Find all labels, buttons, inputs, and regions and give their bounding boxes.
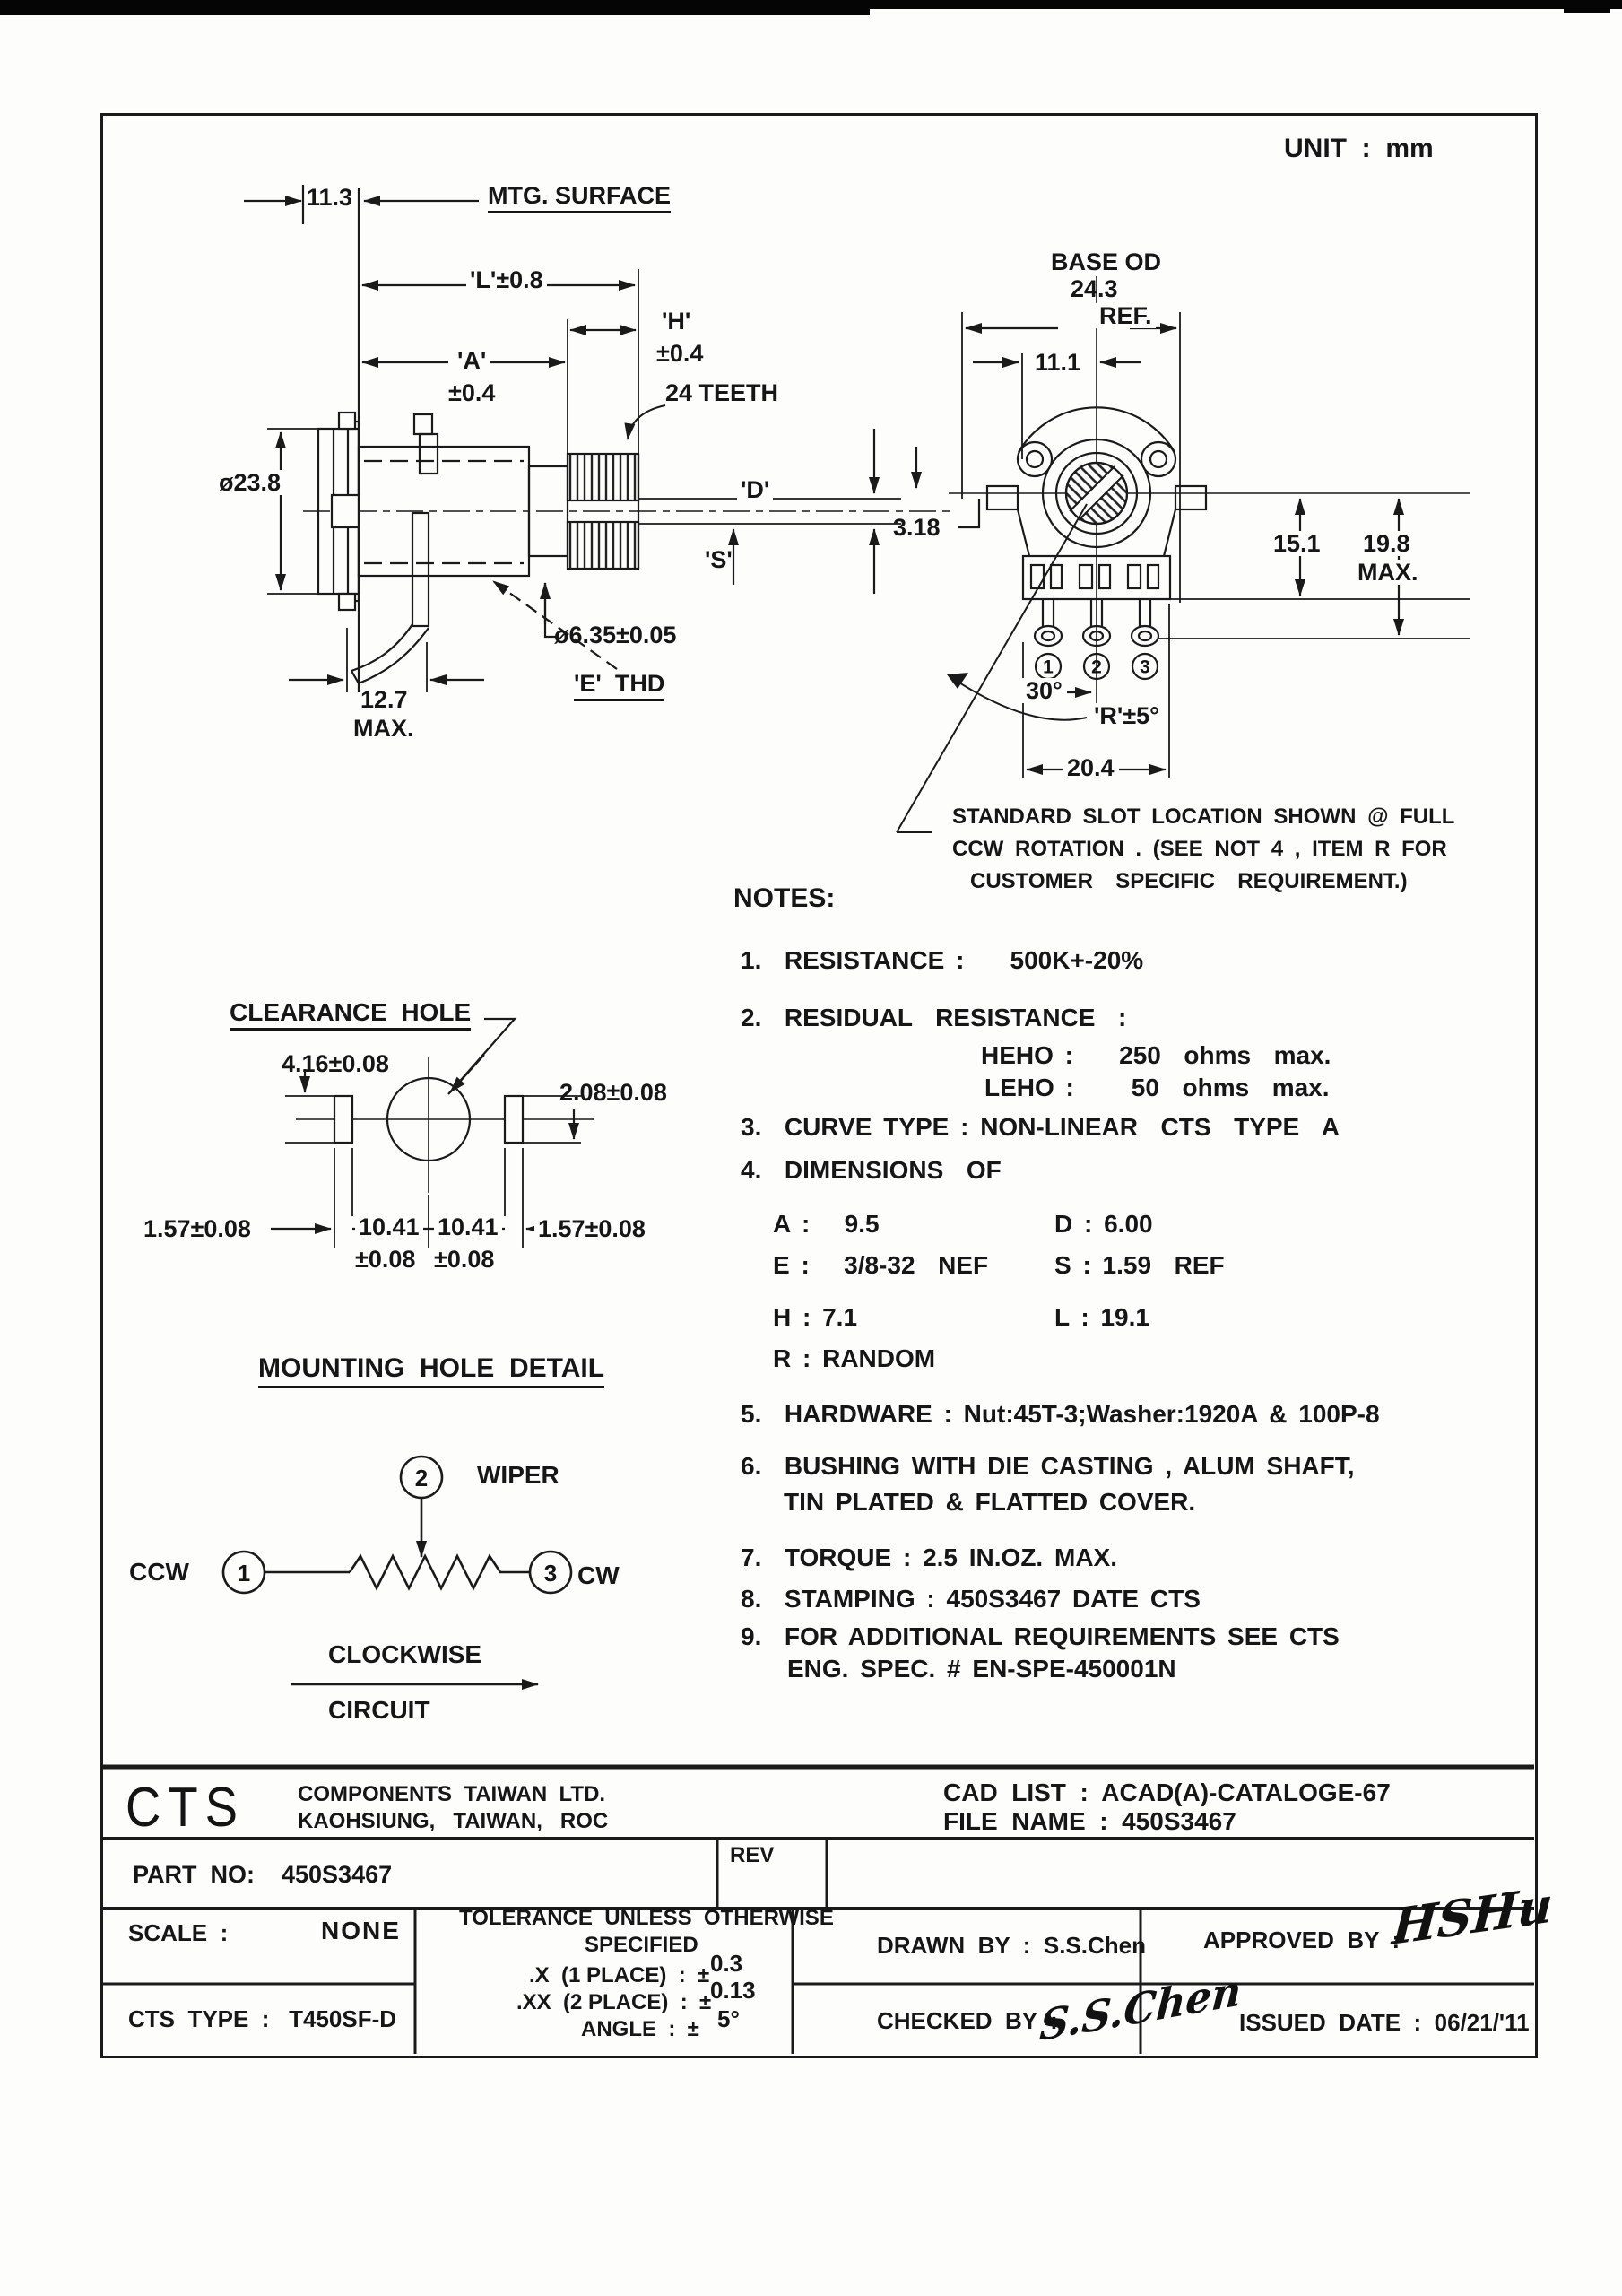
dim-30-deg: 30° [1022, 678, 1066, 703]
dim-H-tol: ±0.4 [656, 340, 704, 367]
note-4-dim-r: R : RANDOM [773, 1344, 936, 1372]
svg-text:2: 2 [414, 1465, 429, 1492]
tolerance-x: .X (1 PLACE) : ± [529, 1963, 710, 1987]
checked-by: CHECKED BY : [877, 2007, 1058, 2034]
clockwise-label: CLOCKWISE [328, 1640, 482, 1668]
dim-15-1: 15.1 [1270, 531, 1324, 556]
slot-note-line2: CCW ROTATION . (SEE NOT 4 , ITEM R FOR [952, 837, 1447, 861]
dim-H: 'H' [662, 308, 691, 335]
svg-text:3: 3 [543, 1560, 558, 1587]
scale-label: SCALE : [128, 1919, 229, 1946]
circuit-label: CIRCUIT [328, 1696, 430, 1724]
ccw-label: CCW [129, 1558, 189, 1586]
dim-10-41-b: 10.41 [434, 1214, 502, 1239]
base-od-ref: REF. [1096, 303, 1156, 328]
note-2-leho: LEHO : 50 ohms max. [984, 1074, 1330, 1101]
unit-label: UNIT : mm [1284, 134, 1434, 163]
dim-20-4: 20.4 [1063, 755, 1118, 780]
approved-by: APPROVED BY : [1203, 1926, 1401, 1953]
dim-10-41-a: 10.41 [355, 1214, 423, 1239]
note-4-dim-e: E : 3/8-32 NEF [773, 1251, 989, 1279]
dim-3-18: 3.18 [893, 514, 941, 541]
dim-4-16: 4.16±0.08 [282, 1050, 389, 1077]
thread-label: 'E' THD [574, 671, 664, 701]
dim-tol-b: ±0.08 [430, 1247, 498, 1272]
cad-list: CAD LIST : ACAD(A)-CATALOGE-67 [943, 1779, 1391, 1806]
dim-1-57-right: 1.57±0.08 [534, 1216, 649, 1241]
note-4-dim-a: A : 9.5 [773, 1210, 880, 1238]
dim-11-1: 11.1 [1031, 350, 1084, 375]
dim-11-3: 11.3 [307, 184, 353, 211]
slot-note-line1: STANDARD SLOT LOCATION SHOWN @ FULL [952, 804, 1455, 829]
mounting-hole-detail-title: MOUNTING HOLE DETAIL [258, 1354, 604, 1388]
tolerance-x-value: 0.3 [710, 1950, 743, 1977]
tolerance-line1: TOLERANCE UNLESS OTHERWISE [459, 1906, 834, 1930]
approved-signature: HSHu [1390, 1874, 1555, 1957]
note-4-dim-h: H : 7.1 [773, 1303, 858, 1331]
dim-12-7-max: MAX. [353, 715, 414, 742]
cw-label: CW [577, 1561, 620, 1589]
tolerance-line2: SPECIFIED [585, 1933, 698, 1957]
wiper-label: WIPER [477, 1461, 559, 1489]
drawn-by: DRAWN BY : S.S.Chen [877, 1932, 1146, 1959]
svg-text:1: 1 [237, 1560, 251, 1587]
dim-S: 'S' [705, 546, 733, 573]
dim-2-08: 2.08±0.08 [559, 1079, 667, 1106]
svg-text:3: 3 [1140, 657, 1150, 678]
note-4-dim-d: D : 6.00 [1054, 1210, 1153, 1238]
file-name: FILE NAME : 450S3467 [943, 1807, 1236, 1835]
issued-date: ISSUED DATE : 06/21/'11 [1239, 2009, 1530, 2036]
dim-1-57-left: 1.57±0.08 [140, 1216, 255, 1241]
tolerance-xx-value: 0.13 [710, 1977, 756, 2004]
dim-dia-23-8: ø23.8 [215, 470, 284, 495]
note-3: 3. CURVE TYPE : NON-LINEAR CTS TYPE A [741, 1113, 1340, 1141]
clearance-hole-label: CLEARANCE HOLE [230, 999, 471, 1031]
checked-signature: S.S.Chen [1037, 1965, 1244, 2051]
base-od-value: 24.3 [1071, 275, 1118, 302]
dim-D: 'D' [737, 477, 773, 502]
dim-A: 'A' [454, 348, 490, 373]
note-5: 5. HARDWARE : Nut:45T-3;Washer:1920A & 100P-8 [741, 1400, 1380, 1428]
company-line2: KAOHSIUNG, TAIWAN, ROC [298, 1809, 609, 1833]
dim-L: 'L'±0.8 [466, 267, 547, 292]
note-2-heho: HEHO : 250 ohms max. [981, 1041, 1331, 1069]
note-2: 2. RESIDUAL RESISTANCE : [741, 1004, 1127, 1031]
note-9-line2: ENG. SPEC. # EN-SPE-450001N [787, 1655, 1176, 1683]
teeth-label: 24 TEETH [665, 379, 779, 406]
dim-tol-a: ±0.08 [351, 1247, 419, 1272]
dim-R: 'R'±5° [1090, 703, 1163, 728]
slot-note-line3: CUSTOMER SPECIFIC REQUIREMENT.) [970, 869, 1408, 893]
scale-value: NONE [321, 1917, 401, 1944]
dim-dia-shaft: ø6.35±0.05 [554, 622, 677, 648]
part-no: PART NO: 450S3467 [133, 1861, 393, 1888]
tolerance-angle: ANGLE : ± [581, 2017, 699, 2041]
svg-text:2: 2 [1091, 657, 1102, 678]
mtg-surface-label: MTG. SURFACE [488, 183, 671, 213]
tolerance-xx: .XX (2 PLACE) : ± [516, 1990, 712, 2014]
note-1: 1. RESISTANCE : 500K+-20% [741, 946, 1144, 974]
dim-19-8: 19.8 [1359, 531, 1414, 556]
rev-label: REV [730, 1843, 775, 1867]
company-line1: COMPONENTS TAIWAN LTD. [298, 1782, 606, 1806]
cts-logo: CTS [126, 1777, 245, 1839]
svg-text:1: 1 [1043, 657, 1054, 678]
tolerance-angle-value: 5° [717, 2005, 740, 2032]
note-7: 7. TORQUE : 2.5 IN.OZ. MAX. [741, 1544, 1117, 1571]
note-4-dim-s: S : 1.59 REF [1054, 1251, 1225, 1279]
note-9-line1: 9. FOR ADDITIONAL REQUIREMENTS SEE CTS [741, 1622, 1340, 1650]
note-4-dim-l: L : 19.1 [1054, 1303, 1149, 1331]
note-6-line2: TIN PLATED & FLATTED COVER. [784, 1488, 1196, 1516]
dim-A-tol: ±0.4 [448, 379, 496, 406]
side-view-drawing [244, 185, 950, 692]
notes-heading: NOTES: [733, 883, 836, 913]
cts-type: CTS TYPE : T450SF-D [128, 2005, 397, 2032]
note-6-line1: 6. BUSHING WITH DIE CASTING , ALUM SHAFT, [741, 1452, 1355, 1480]
note-4: 4. DIMENSIONS OF [741, 1156, 1002, 1184]
base-od-label: BASE OD [1051, 248, 1162, 275]
dim-19-8-max: MAX. [1354, 560, 1422, 585]
dim-12-7: 12.7 [360, 686, 408, 713]
note-8: 8. STAMPING : 450S3467 DATE CTS [741, 1585, 1201, 1613]
